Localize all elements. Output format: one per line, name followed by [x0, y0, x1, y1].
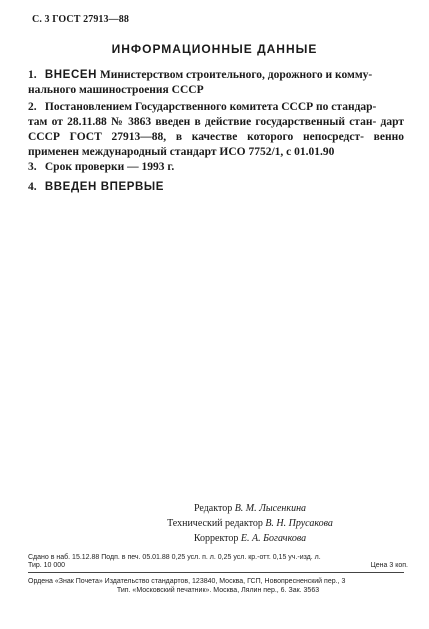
info-item-3: [28, 160, 404, 175]
item-lead: ВНЕСЕН: [44, 69, 98, 81]
imprint-line-2: [28, 561, 408, 570]
editor-name: Е. А. Богачкова: [240, 533, 307, 544]
imprint-price: Цена 3 коп.: [370, 562, 408, 569]
item-continuation: нального машиностроения СССР: [28, 84, 204, 96]
editor-role: Корректор: [193, 533, 239, 544]
item-continuation: там от 28.11.88 № 3863 введен в действие государственный стан- дарт СССР ГОСТ 27913—88, в качестве которого непосредст- венно применен международный стандарт ИСО 7752/1, с 01.01.90: [28, 116, 404, 158]
imprint-printer: Тип. «Московский печатник». Москва, Лялин пер., 6. Зак. 3563: [116, 587, 320, 594]
item-text: Министерством строительного, дорожного и комму-: [99, 69, 373, 81]
editor-role: Технический редактор: [167, 518, 263, 529]
item-number: 1.: [28, 69, 37, 81]
item-number: 3.: [28, 161, 37, 173]
item-number: 2.: [28, 101, 37, 113]
editor-name: В. Н. Прусакова: [265, 518, 333, 529]
item-lead: ВВЕДЕН ВПЕРВЫЕ: [44, 181, 165, 193]
page-header: С. 3 ГОСТ 27913—88: [32, 14, 129, 25]
editor-name: В. М. Лысенкина: [234, 503, 307, 514]
item-text: Постановлением Государственного комитета СССР по стандар-: [44, 101, 377, 113]
item-number: 4.: [28, 181, 37, 193]
divider: [28, 572, 404, 573]
editor-line: [120, 501, 380, 516]
info-item-2: [28, 100, 404, 160]
editor-line: [120, 531, 380, 546]
info-item-4: [28, 180, 404, 195]
editor-role: Редактор: [193, 503, 233, 514]
imprint-print-run: Тир. 10 000: [28, 562, 66, 569]
section-title: ИНФОРМАЦИОННЫЕ ДАННЫЕ: [111, 42, 318, 56]
item-text: Срок проверки — 1993 г.: [44, 161, 175, 173]
editors-block: [120, 501, 380, 546]
info-item-1: [28, 68, 404, 98]
editor-line: [120, 516, 380, 531]
imprint-line-1: Сдано в наб. 15.12.88 Подп. в печ. 05.01.88 0,25 усл. п. л. 0,25 усл. кр.-отт. 0,15 уч.-изд. л.: [28, 554, 321, 561]
imprint-publisher: Ордена «Знак Почета» Издательство стандартов, 123840, Москва, ГСП, Новопресненский пер., 3: [28, 578, 346, 585]
